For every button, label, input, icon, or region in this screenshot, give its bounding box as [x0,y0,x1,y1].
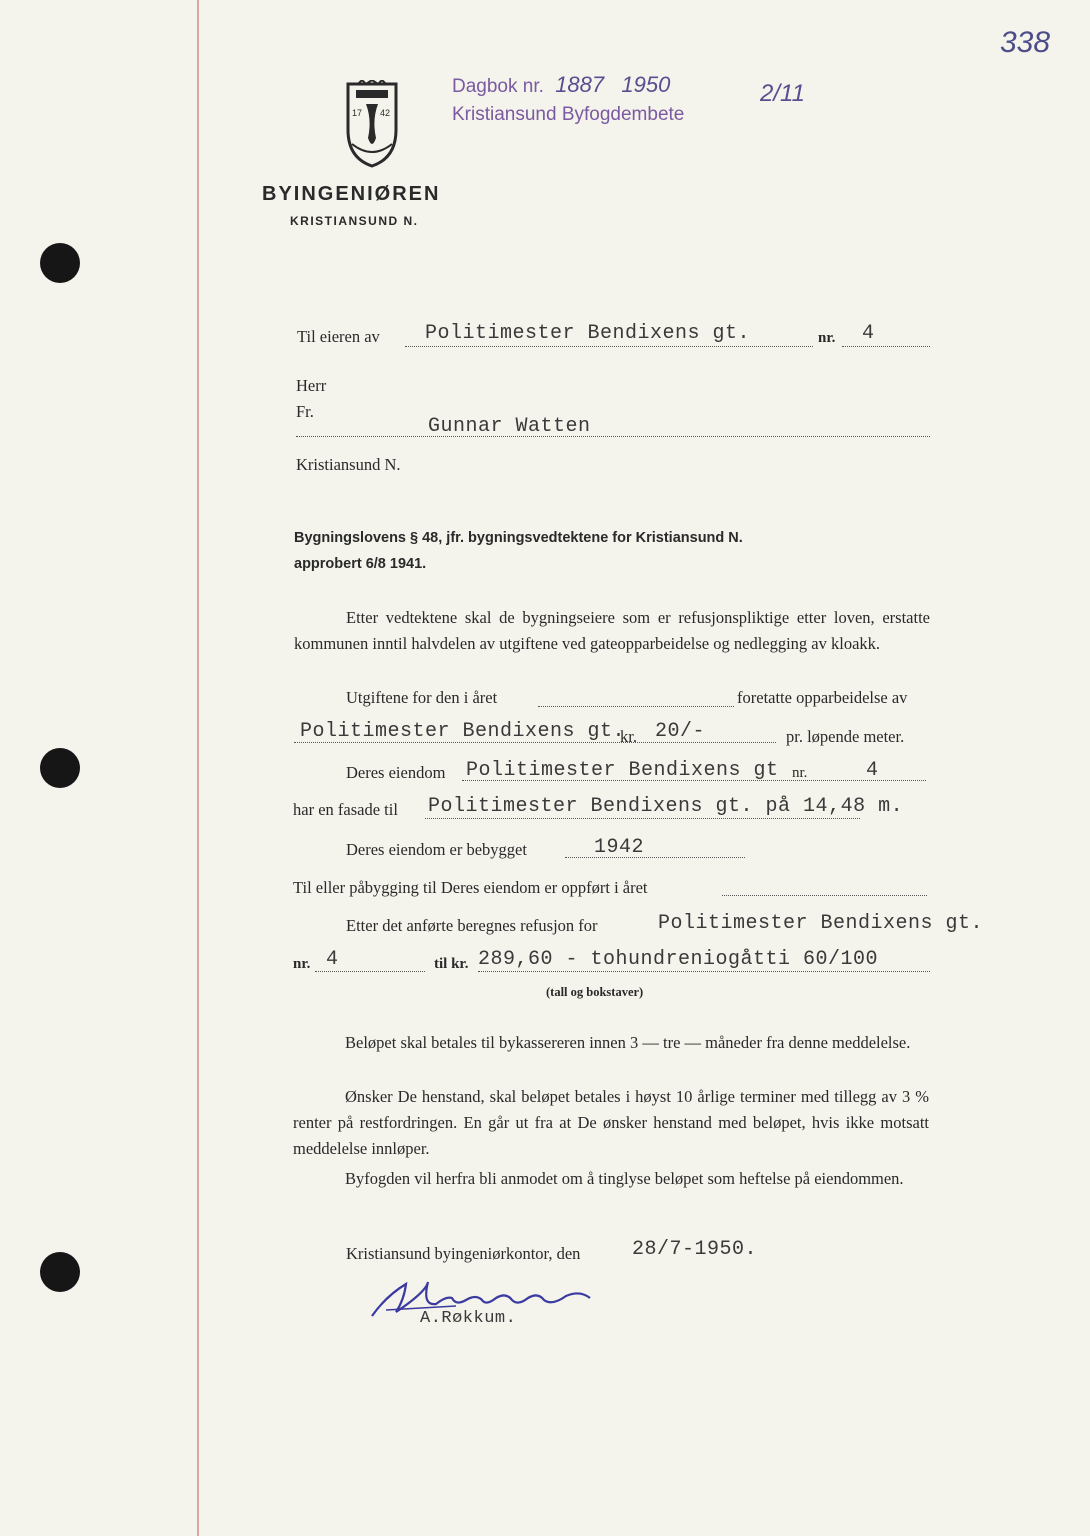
refund-amount: 289,60 - tohundreniogåtti 60/100 [478,948,879,971]
refund-label: Etter det anførte beregnes refusjon for [346,916,598,935]
costs-amount: 20/- [655,720,706,743]
deferral-paragraph: Ønsker De henstand, skal beløpet betales i høyst 10 årlige terminer med tillegg av 3 % renter på restfordringen. En går ut fra at De ønsker henstand med beløpet, hvis ikke motsatt meddelelse innløper. [293,1087,929,1158]
punch-hole [40,748,80,788]
law-heading-line1: Bygningslovens § 48, jfr. bygningsvedtektene for Kristiansund N. [294,530,743,546]
per-meter-label: pr. løpende meter. [786,727,905,746]
registration-paragraph: Byfogden vil herfra bli anmodet om å tinglyse beløpet som heftelse på eiendommen. [345,1169,904,1188]
refund-amount-line [478,971,930,972]
extension-line [722,895,927,896]
addressee-street: Politimester Bendixens gt. [425,322,751,345]
built-year: 1942 [594,836,645,859]
addressee-city: Kristiansund N. [296,455,401,474]
stamp-dagbok-number: 1887 [555,72,605,97]
herr-label: Herr [296,376,327,395]
property-nr: 4 [866,759,879,782]
crest-year-left: 17 [352,108,363,118]
city-crest [338,80,406,173]
letterhead-city: KRISTIANSUND N. [290,214,419,228]
fr-label: Fr. [296,402,314,421]
crest-year-right: 42 [380,108,391,118]
refund-nr: 4 [326,948,339,971]
closing-office-label: Kristiansund byingeniørkontor, den [346,1244,581,1263]
addressee-name: Gunnar Watten [428,415,591,438]
costs-prefix: Utgiftene for den i året [346,688,498,707]
costs-street: Politimester Bendixens gt. [300,720,626,743]
facade-line [425,818,860,819]
property-label: Deres eiendom [346,763,446,782]
refund-street: Politimester Bendixens gt. [658,912,984,935]
stamp-year: 1950 [621,72,671,97]
name-field-line [296,436,930,437]
extension-label: Til eller påbygging til Deres eiendom er oppført i året [293,878,648,897]
closing-date: 28/7-1950. [632,1238,758,1261]
payment-paragraph: Beløpet skal betales til bykassereren innen 3 — tre — måneder fra denne meddelelse. [345,1033,911,1052]
refund-kr-label: til kr. [434,956,469,972]
addressee-nr-label: nr. [818,330,836,346]
property-nr-label: nr. [792,765,808,781]
intro-paragraph: Etter vedtektene skal de bygningseiere som er refusjonspliktige etter loven, erstatte kommunen inntil halvdelen av utgiftene ved gateopparbeidelse og nedlegging av kloakk. [294,608,930,653]
amount-note: (tall og bokstaver) [546,985,644,999]
built-label: Deres eiendom er bebygget [346,840,527,859]
facade-value: Politimester Bendixens gt. på 14,48 m. [428,795,904,818]
property-street: Politimester Bendixens gt [466,759,779,782]
page-number: 338 [1000,26,1051,59]
law-heading-line2: approbert 6/8 1941. [294,556,427,572]
street-field-line [405,346,813,347]
refund-nr-line [315,971,425,972]
addressee-nr: 4 [862,322,875,345]
built-line [565,857,745,858]
stamp-dagbok-label: Dagbok nr. [452,76,544,97]
costs-suffix: foretatte opparbeidelse av [737,688,908,707]
to-owner-label: Til eieren av [297,327,380,346]
letterhead-org: BYINGENIØREN [262,183,441,205]
stamp-date-mark: 2/11 [760,80,805,107]
punch-hole [40,243,80,283]
signature-name: A.Røkkum. [420,1309,517,1328]
margin-rule [197,0,199,1536]
stamp-office: Kristiansund Byfogdembete [452,104,685,125]
costs-year-line [538,706,734,707]
costs-kr-label: kr. [620,727,637,746]
nr-field-line [842,346,930,347]
facade-label: har en fasade til [293,800,398,819]
refund-nr-label: nr. [293,956,311,972]
journal-stamp [452,72,670,98]
punch-hole [40,1252,80,1292]
